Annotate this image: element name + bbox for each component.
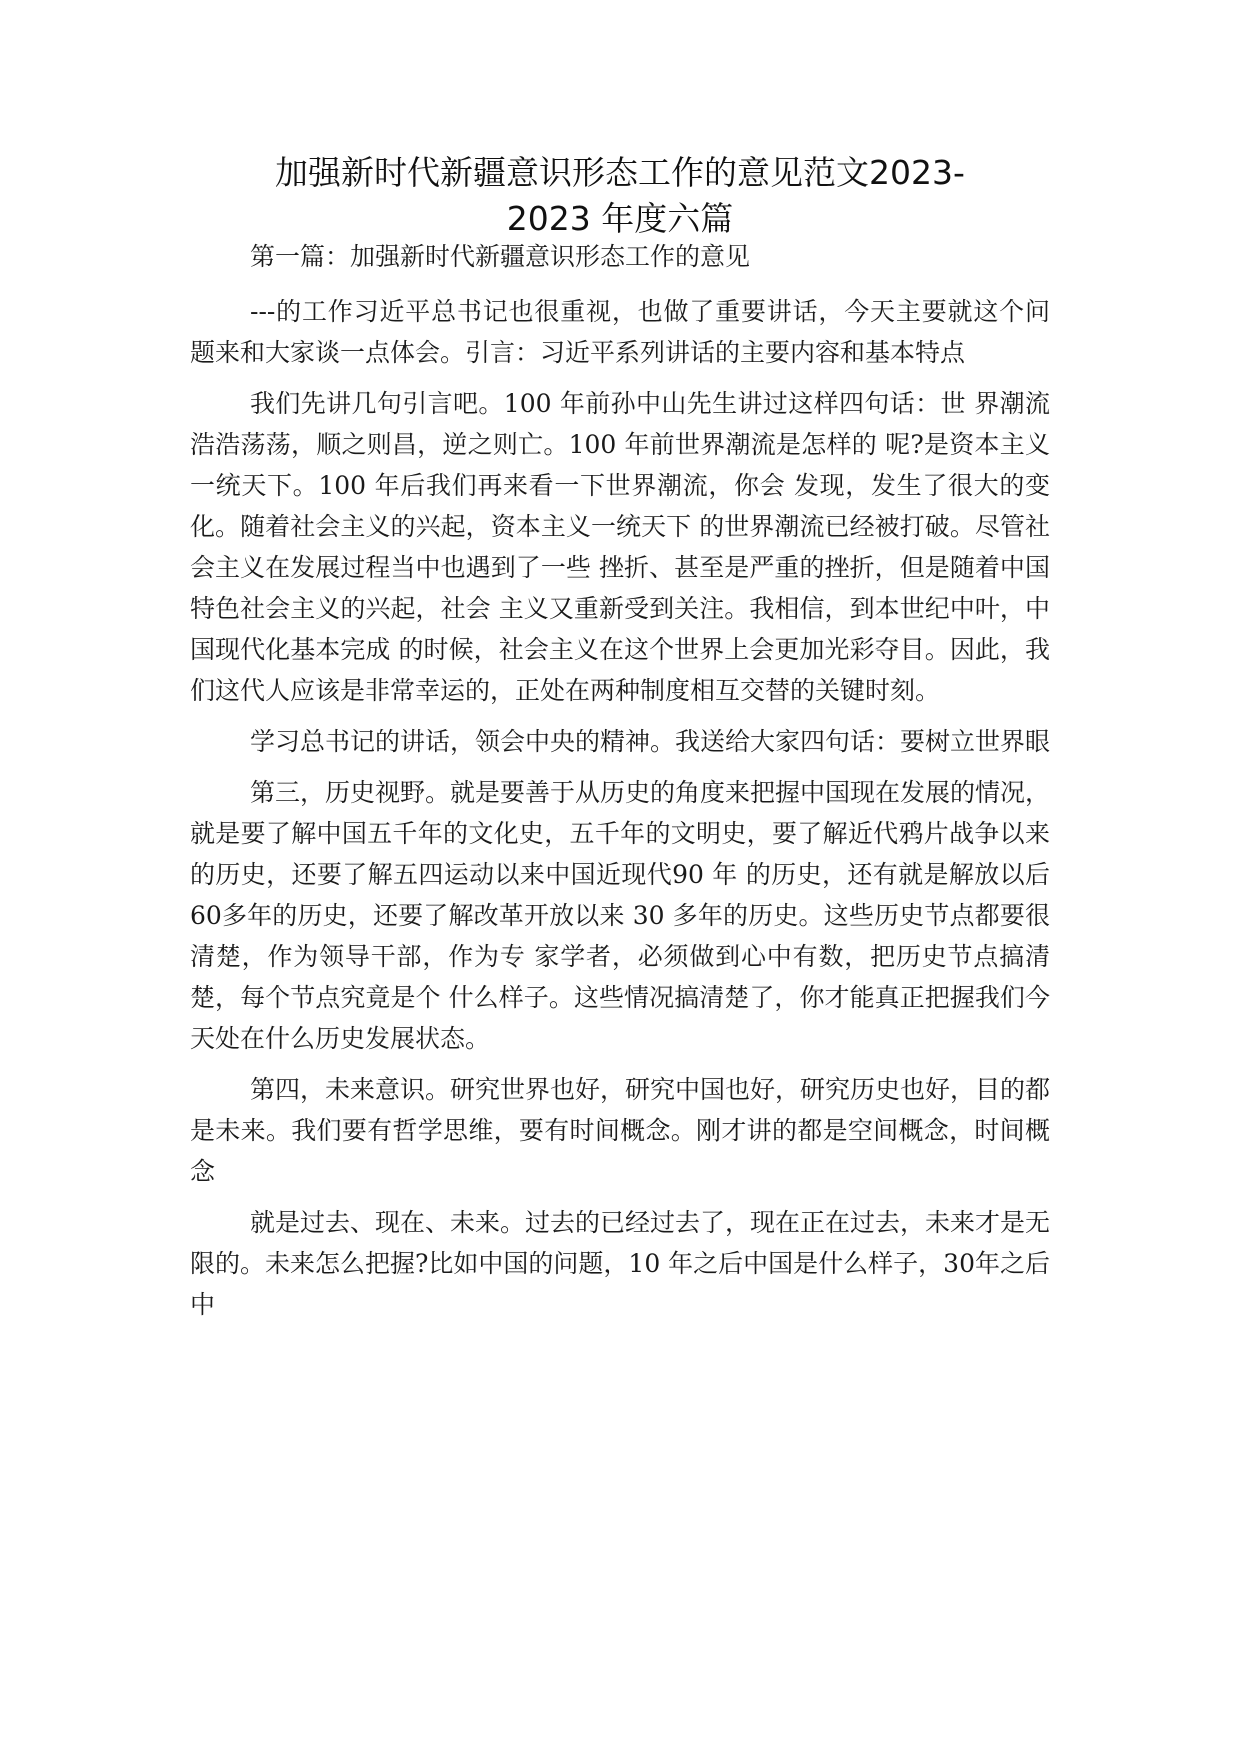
document-body [190, 236, 1050, 1335]
section-heading: 第一篇：加强新时代新疆意识形态工作的意见 [250, 242, 751, 271]
paragraph-intro: ---的工作习近平总书记也很重视，也做了重要讲话，今天主要就这个问题来和大家谈一点体会。引言：习近平系列讲话的主要内容和基本特点 [190, 297, 1050, 367]
title-line-1: 加强新时代新疆意识形态工作的意见范文2023- [275, 153, 965, 192]
paragraph-world-trend: 我们先讲几句引言吧。100 年前孙中山先生讲过这样四句话：世 界潮流浩浩荡荡，顺之则昌，逆之则亡。100 年前世界潮流是怎样的 呢?是资本主义一统天下。100 年后我们再来看一下世界潮流，你会 发现，发生了很大的变化。随着社会主义的兴起，资本主义一统天下 的世界潮流已经被打破。尽管社会主义在发展过程当中也遇到了一些 挫折、甚至是严重的挫折，但是随着中国特色社会主义的兴起，社会 主义又重新受到关注。我相信，到本世纪中叶，中国现代化基本完成 的时候，社会主义在这个世界上会更加光彩夺目。因此，我们这代人应该是非常幸运的，正处在两种制度相互交替的关键时刻。 [190, 389, 1050, 705]
document-title [190, 150, 1050, 242]
paragraph-history-vision: 第三，历史视野。就是要善于从历史的角度来把握中国现在发展的情况，就是要了解中国五千年的文化史，五千年的文明史，要了解近代鸦片战争以来的历史，还要了解五四运动以来中国近现代90 年 的历史，还有就是解放以后60多年的历史，还要了解改革开放以来 30 多年的历史。这些历史节点都要很清楚，作为领导干部，作为专 家学者，必须做到心中有数，把历史节点搞清楚，每个节点究竟是个 什么样子。这些情况搞清楚了，你才能真正把握我们今天处在什么历史发展状态。 [190, 778, 1051, 1053]
paragraph-future-awareness: 第四，未来意识。研究世界也好，研究中国也好，研究历史也好，目的都是未来。我们要有哲学思维，要有时间概念。刚才讲的都是空间概念，时间概念 [190, 1075, 1051, 1186]
paragraph-time-concept: 就是过去、现在、未来。过去的已经过去了，现在正在过去，未来才是无限的。未来怎么把握?比如中国的问题，10 年之后中国是什么样子，30年之后中 [190, 1208, 1051, 1319]
title-line-2: 2023 年度六篇 [506, 199, 734, 238]
paragraph-four-sentences: 学习总书记的讲话，领会中央的精神。我送给大家四句话：要树立世界眼 [250, 727, 1051, 756]
